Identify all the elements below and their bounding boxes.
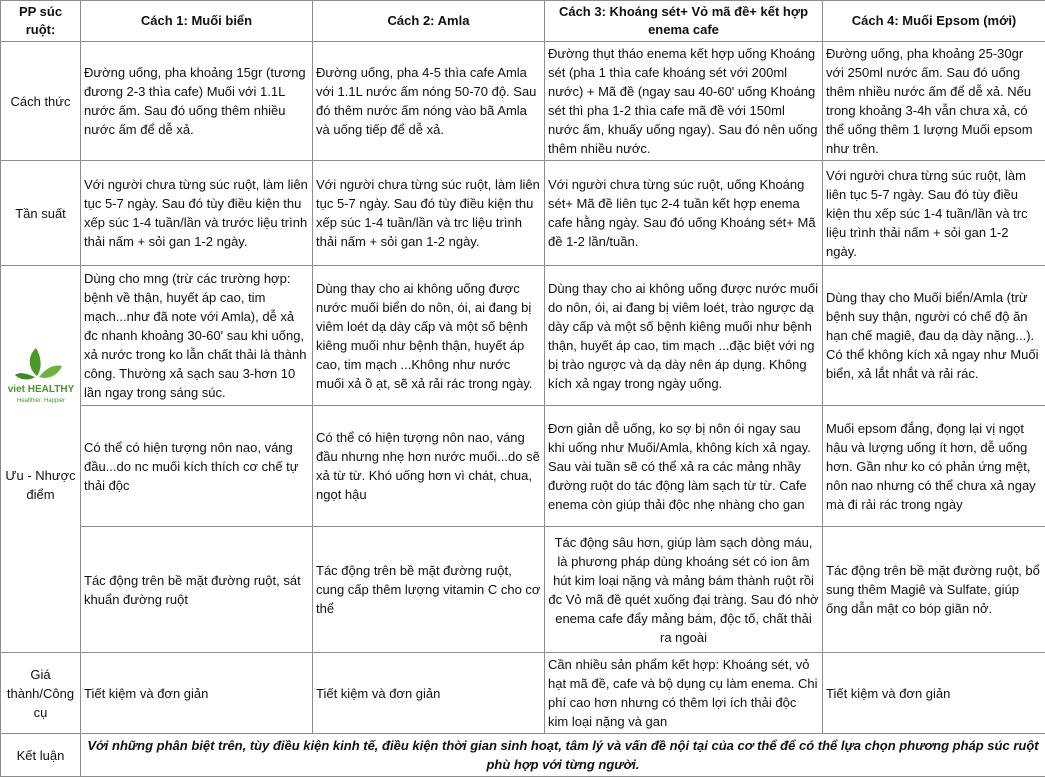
- row-label-method: Cách thức: [1, 42, 81, 161]
- row-frequency: [1, 161, 1045, 266]
- cell-pros-3-4: Tác động trên bề mặt đường ruột, bổ sung thêm Magiê và Sulfate, giúp ống dẫn mật co bóp giãn nở.: [823, 527, 1045, 653]
- cell-pros-1-1: Dùng cho mng (trừ các trường hợp: bệnh về thận, huyết áp cao, tim mạch...như đã note với Amla), dễ xả đc nhanh khoảng 30-60' sau khi uống, xả nước trong ko lẫn chất thải là thành công. Thường xả sạch sau 3-hơn 10 lần ngay trong sáng súc.: [81, 266, 313, 406]
- cell-frequency-4: Với người chưa từng súc ruột, làm liên tục 5-7 ngày. Sau đó tùy điều kiện thu xếp súc 1-4 tuần/lần và trc liệu trình thải nấm + sỏi gan 1-2 ngày.: [823, 161, 1045, 266]
- cell-frequency-2: Với người chưa từng súc ruột, làm liên tục 5-7 ngày. Sau đó tùy điều kiện thu xếp súc 1-4 tuần/lần và trc liệu trình thải nấm + sỏi gan 1-2 ngày.: [313, 161, 545, 266]
- cell-frequency-3: Với người chưa từng súc ruột, uống Khoáng sét+ Mã đề liên tục 2-4 tuần kết hợp enema cafe hằng ngày. Sau đó uống Khoáng sét+ Mã đề 1-2 lần/tuần.: [545, 161, 823, 266]
- cell-cost-3: Cần nhiều sản phẩm kết hợp: Khoáng sét, vỏ hạt mã đề, cafe và bộ dụng cụ làm enema. Chi phí cao hơn nhưng có thêm lợi ích thải độc kim loại nặng và gan: [545, 653, 823, 734]
- row-pros-cons-2: [1, 406, 1045, 527]
- cell-method-3: Đường thụt tháo enema kết hợp uống Khoáng sét (pha 1 thìa cafe khoáng sét với 200ml nước) + Mã đề (ngay sau 40-60' uống Khoáng sét thì pha 1-2 thìa cafe mã đề với 150ml nước ấm, khuấy uống ngay). Sau đó nên uống thêm nhiều nước.: [545, 42, 823, 161]
- col-header-method-2: Cách 2: Amla: [313, 1, 545, 42]
- cell-method-4: Đường uống, pha khoảng 25-30gr với 250ml nước ấm. Sau đó uống thêm nhiều nước ấm để dễ xả. Nếu trong khoảng 3-4h vẫn chưa xả, có thể uống thêm 1 lượng Muối epsom như trên.: [823, 42, 1045, 161]
- row-cost: [1, 653, 1045, 734]
- logo-wordmark: viet HEALTHY: [7, 384, 74, 395]
- header-row: [1, 1, 1045, 42]
- row-method: [1, 42, 1045, 161]
- row-label-pros-cons: Ưu - Nhược điểm: [4, 466, 77, 504]
- cell-pros-1-4: Dùng thay cho Muối biển/Amla (trừ bệnh suy thận, người có chế độ ăn hạn chế magiê, đau dạ dày nặng...). Có thể không kích xả ngay như Muối biển, xả lắt nhắt và rải rác.: [823, 266, 1045, 406]
- cell-cost-1: Tiết kiệm và đơn giản: [81, 653, 313, 734]
- cell-pros-2-1: Có thể có hiện tượng nôn nao, váng đầu...do nc muối kích thích cơ chế tự thải độc: [81, 406, 313, 527]
- cell-frequency-1: Với người chưa từng súc ruột, làm liên tục 5-7 ngày. Sau đó tùy điều kiện thu xếp súc 1-4 tuần/lần và trước liệu trình thải nấm + sỏi gan 1-2 ngày.: [81, 161, 313, 266]
- cell-method-2: Đường uống, pha 4-5 thìa cafe Amla với 1.1L nước ấm nóng 50-70 độ. Sau đó thêm nước ấm nóng vào bã Amla và uống tiếp để dễ xả.: [313, 42, 545, 161]
- row-label-frequency: Tần suất: [1, 161, 81, 266]
- col-header-method-4: Cách 4: Muối Epsom (mới): [823, 1, 1045, 42]
- cell-cost-4: Tiết kiệm và đơn giản: [823, 653, 1045, 734]
- row-pros-cons-3: [1, 527, 1045, 653]
- cell-cost-2: Tiết kiệm và đơn giản: [313, 653, 545, 734]
- cell-pros-1-2: Dùng thay cho ai không uống được nước muối biển do nôn, ói, ai đang bị viêm loét dạ dày cấp và một số bệnh kiêng muối như bệnh thận, huyết áp cao, tim mạch ...Không như nước muối xả ồ ạt, sẽ xả rải rác trong ngày.: [313, 266, 545, 406]
- viet-healthy-logo: [6, 344, 76, 406]
- cell-pros-2-4: Muối epsom đắng, đọng lại vị ngọt hậu và lượng uống ít hơn, dễ uống hơn. Gần như ko có phản ứng mệt, nôn nao nhưng có thể chưa xả ngay mà đi rải rác trong ngày: [823, 406, 1045, 527]
- corner-header: PP súc ruột:: [1, 1, 81, 42]
- cell-pros-2-3: Đơn giản dễ uống, ko sợ bị nôn ói ngay sau khi uống như Muối/Amla, không kích xả ngay. Sau vài tuần sẽ có thể xả ra các mảng nhầy đường ruột do tác động làm sạch từ từ. Cafe enema còn giúp thải độc nhẹ nhàng cho gan: [545, 406, 823, 527]
- cell-pros-3-1: Tác động trên bề mặt đường ruột, sát khuẩn đường ruột: [81, 527, 313, 653]
- row-label-pros-cons-cell: [1, 266, 81, 653]
- row-label-conclusion: Kết luận: [1, 734, 81, 777]
- cell-pros-2-2: Có thể có hiện tượng nôn nao, váng đầu nhưng nhẹ hơn nước muối...do sẽ xả từ từ. Khó uống hơn vì chát, chua, ngọt hậu: [313, 406, 545, 527]
- row-conclusion: [1, 734, 1045, 777]
- cell-pros-3-3: Tác động sâu hơn, giúp làm sạch dòng máu, là phương pháp dùng khoáng sét có ion âm hút kim loại nặng và mảng bám thành ruột rồi đc Vỏ mã đề quét xuống đại tràng. Sau đó nhờ enema cafe đẩy mảng bám, độc tố, chất thải ra ngoài: [545, 527, 823, 653]
- conclusion-text: Với những phân biệt trên, tùy điều kiện kinh tế, điều kiện thời gian sinh hoạt, tâm lý và vấn đề nội tại của cơ thể để có thể lựa chọn phương pháp súc ruột phù hợp với từng người.: [81, 734, 1045, 777]
- col-header-method-1: Cách 1: Muối biển: [81, 1, 313, 42]
- cell-pros-1-3: Dùng thay cho ai không uống được nước muối do nôn, ói, ai đang bị viêm loét, trào ngược dạ dày cấp và một số bệnh kiêng muối như bệnh thận, huyết áp cao, tim mạch ...đặc biệt với ng bị trào ngược và dạ dày nên áp dụng. Không kích xả ngay trong ngày uống.: [545, 266, 823, 406]
- row-label-cost: Giá thành/Công cụ: [1, 653, 81, 734]
- cell-pros-3-2: Tác động trên bề mặt đường ruột, cung cấp thêm lượng vitamin C cho cơ thể: [313, 527, 545, 653]
- logo-tagline: Healthier. Happier: [16, 398, 64, 404]
- row-pros-cons-1: [1, 266, 1045, 406]
- cell-method-1: Đường uống, pha khoảng 15gr (tương đương 2-3 thìa cafe) Muối với 1.1L nước ấm. Sau đó uống thêm nhiều nước ấm để dễ xả.: [81, 42, 313, 161]
- col-header-method-3: Cách 3: Khoáng sét+ Vỏ mã đề+ kết hợp enema cafe: [545, 1, 823, 42]
